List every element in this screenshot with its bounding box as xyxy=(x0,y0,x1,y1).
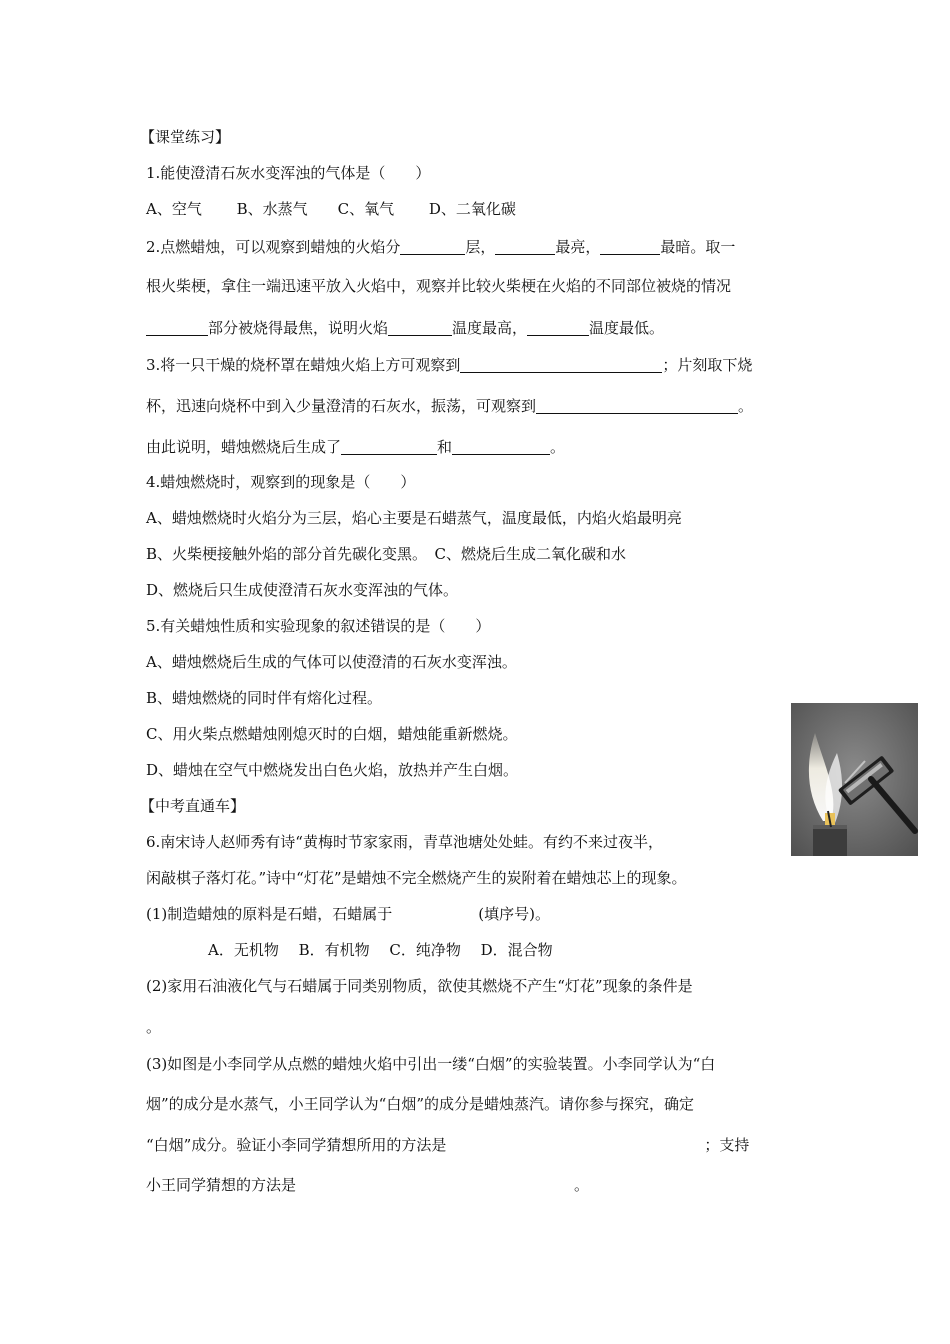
question-4-stem: 4.蜡烛燃烧时，观察到的现象是（ ） xyxy=(146,473,416,491)
question-3-line-2 xyxy=(146,396,753,416)
question-6-part-1 xyxy=(146,904,550,924)
question-2-line-2: 根火柴梗，拿住一端迅速平放入火焰中，观察并比较火柴梗在火焰的不同部位被烧的情况 xyxy=(146,277,732,295)
question-5-stem: 5.有关蜡烛性质和实验现象的叙述错误的是（ ） xyxy=(146,617,491,635)
question-1-options: A、空气 B、水蒸气 C、氧气 D、二氧化碳 xyxy=(146,200,516,218)
q2-text-d: 最暗。取一 xyxy=(660,238,736,256)
q3-text-g: 。 xyxy=(550,438,566,456)
question-5-option-c: C、用火柴点燃蜡烛刚熄灭时的白烟，蜡烛能重新燃烧。 xyxy=(146,725,518,743)
question-1-stem: 1.能使澄清石灰水变浑浊的气体是（ ） xyxy=(146,164,431,182)
question-4-option-a: A、蜡烛燃烧时火焰分为三层，焰心主要是石蜡蒸气，温度最低，内焰火焰最明亮 xyxy=(146,509,682,527)
q2-text-b: 层， xyxy=(465,238,496,256)
blank xyxy=(400,238,465,255)
section-heading-classroom: 【课堂练习】 xyxy=(140,128,231,146)
q2-text-a: 2.点燃蜡烛，可以观察到蜡烛的火焰分 xyxy=(146,238,401,256)
blank xyxy=(341,438,437,455)
question-3-line-3 xyxy=(146,437,565,457)
question-4-option-bc: B、火柴梗接触外焰的部分首先碳化变黑。 C、燃烧后生成二氧化碳和水 xyxy=(146,545,627,563)
question-6-line-2: 闲敲棋子落灯花。”诗中“灯花”是蜡烛不完全燃烧产生的炭附着在蜡烛芯上的现象。 xyxy=(146,869,687,887)
question-6-part-1-options: A．无机物 B．有机物 C．纯净物 D．混合物 xyxy=(208,941,553,959)
question-6-part-3-line-3 xyxy=(146,1135,749,1155)
blank xyxy=(527,319,589,336)
q3-text-f: 和 xyxy=(437,438,453,456)
question-6-part-2: (2)家用石油液化气与石蜡属于同类别物质，欲使其燃烧不产生“灯花”现象的条件是 xyxy=(146,977,693,995)
blank xyxy=(460,356,662,373)
q3-text-b: ；片刻取下烧 xyxy=(662,356,753,374)
blank xyxy=(495,238,555,255)
question-5-option-d: D、蜡烛在空气中燃烧发出白色火焰，放热并产生白烟。 xyxy=(146,761,519,779)
question-2-line-1 xyxy=(146,237,735,257)
question-6-part-2-end: 。 xyxy=(146,1018,162,1036)
question-3-line-1 xyxy=(146,355,752,375)
question-6-line-1: 6.南宋诗人赵师秀有诗“黄梅时节家家雨，青草池塘处处蛙。有约不来过夜半， xyxy=(146,833,663,851)
q2-text-f: 温度最高， xyxy=(452,319,528,337)
candle-white-smoke-photo xyxy=(791,703,918,856)
blank xyxy=(536,397,738,414)
question-4-option-d: D、燃烧后只生成使澄清石灰水变浑浊的气体。 xyxy=(146,581,459,599)
q6-part3-text-a: “白烟”成分。验证小李同学猜想所用的方法是 xyxy=(146,1136,447,1154)
q2-text-e: 部分被烧得最焦，说明火焰 xyxy=(208,319,389,337)
q3-text-e: 由此说明，蜡烛燃烧后生成了 xyxy=(146,438,342,456)
q3-text-d: 。 xyxy=(738,397,754,415)
q6-part3-text-d: 。 xyxy=(574,1176,590,1194)
blank xyxy=(452,438,550,455)
question-5-option-a: A、蜡烛燃烧后生成的气体可以使澄清的石灰水变浑浊。 xyxy=(146,653,517,671)
question-2-line-3 xyxy=(146,318,664,338)
q2-text-g: 温度最低。 xyxy=(589,319,665,337)
q6-part1-hint: (填序号)。 xyxy=(478,905,550,923)
blank xyxy=(146,319,208,336)
question-5-option-b: B、蜡烛燃烧的同时伴有熔化过程。 xyxy=(146,689,383,707)
question-6-part-3-line-2: 烟”的成分是水蒸气，小王同学认为“白烟”的成分是蜡烛蒸汽。请你参与探究，确定 xyxy=(146,1095,695,1113)
q2-text-c: 最亮， xyxy=(555,238,601,256)
question-6-part-3-line-4 xyxy=(146,1175,589,1195)
section-heading-exam: 【中考直通车】 xyxy=(140,797,246,815)
blank xyxy=(388,319,452,336)
q3-text-a: 3.将一只干燥的烧杯罩在蜡烛火焰上方可观察到 xyxy=(146,356,461,374)
q3-text-c: 杯，迅速向烧杯中到入少量澄清的石灰水，振荡，可观察到 xyxy=(146,397,537,415)
q6-part3-text-c: 小王同学猜想的方法是 xyxy=(146,1176,297,1194)
blank xyxy=(600,238,660,255)
q6-part3-text-b: ；支持 xyxy=(704,1136,750,1154)
q6-part1-text: (1)制造蜡烛的原料是石蜡，石蜡属于 xyxy=(146,905,393,923)
question-6-part-3-line-1: (3)如图是小李同学从点燃的蜡烛火焰中引出一缕“白烟”的实验装置。小李同学认为“白 xyxy=(146,1055,716,1073)
